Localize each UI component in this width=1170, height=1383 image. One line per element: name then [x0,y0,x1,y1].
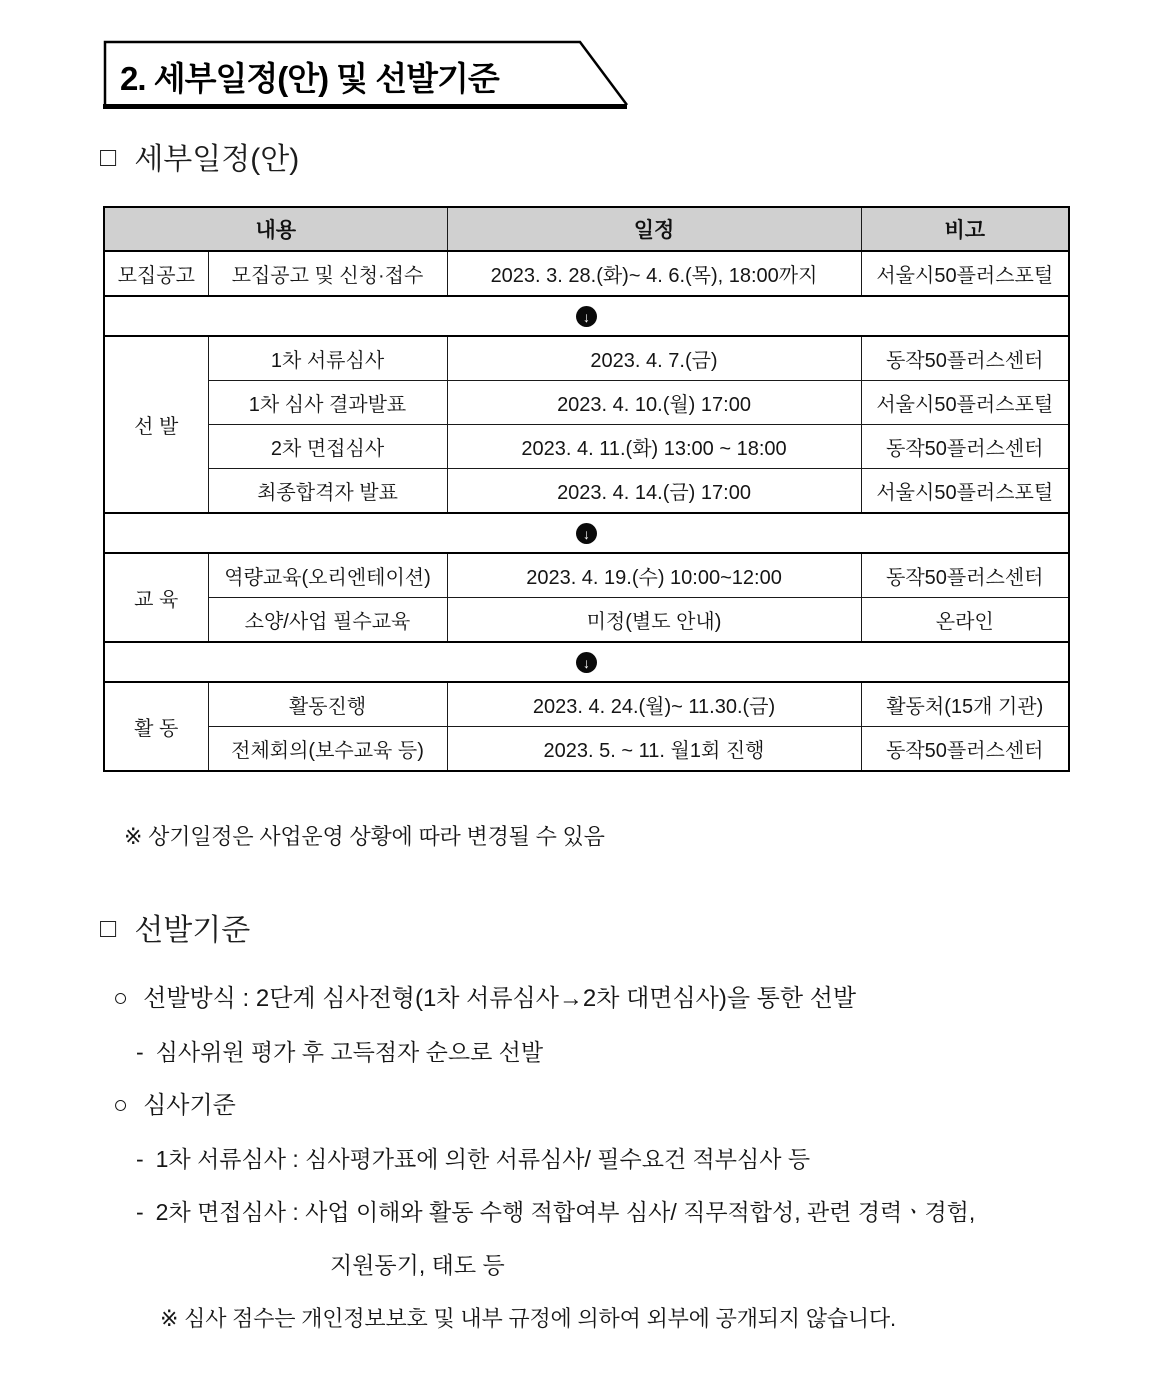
down-arrow-icon: ↓ [576,652,597,673]
title-banner [103,40,643,110]
arrow-row [104,296,1069,336]
privacy-footnote [160,1303,1170,1334]
cell-content: 소양/사업 필수교육 [208,598,447,643]
cell-schedule: 2023. 4. 24.(월)~ 11.30.(금) [447,682,861,727]
cell-schedule: 2023. 5. ~ 11. 월1회 진행 [447,727,861,772]
circle-bullet-icon: ○ [113,1091,129,1119]
cell-schedule: 2023. 4. 7.(금) [447,336,861,381]
table-row-education-1 [104,553,1069,598]
section-heading-schedule-label: 세부일정(안) [134,143,300,176]
arrow-row [104,513,1069,553]
criteria-item-selection-method [113,983,1170,1014]
criteria-text: 1차 서류심사 : 심사평가표에 의한 서류심사/ 필수요건 적부심사 등 [155,1146,811,1172]
dash-bullet-icon: - [136,1199,144,1225]
criteria-text: 심사위원 평가 후 고득점자 순으로 선발 [155,1039,544,1065]
cell-note: 동작50플러스센터 [861,727,1069,772]
section-heading-criteria [100,905,1170,949]
cell-content: 1차 서류심사 [208,336,447,381]
arrow-cell [104,296,1069,336]
table-row-selection-2 [104,381,1069,425]
dash-bullet-icon: - [136,1039,144,1065]
col-header-note: 비고 [861,207,1069,251]
cell-schedule: 미정(별도 안내) [447,598,861,643]
cell-note: 활동처(15개 기관) [861,682,1069,727]
dash-bullet-icon: - [136,1146,144,1172]
cell-content: 전체회의(보수교육 등) [208,727,447,772]
group-label-selection: 선 발 [104,336,208,513]
section-heading-criteria-label: 선발기준 [134,914,251,947]
cell-schedule: 2023. 4. 10.(월) 17:00 [447,381,861,425]
cell-note: 동작50플러스센터 [861,425,1069,469]
criteria-text: ※ 심사 점수는 개인정보보호 및 내부 규정에 의하여 외부에 공개되지 않습니다. [160,1306,896,1331]
arrow-cell [104,513,1069,553]
table-header-row [104,207,1069,251]
criteria-text: 선발방식 : 2단계 심사전형(1차 서류심사→2차 대면심사)을 통한 선발 [143,985,857,1012]
cell-schedule: 2023. 4. 14.(금) 17:00 [447,469,861,514]
cell-content: 1차 심사 결과발표 [208,381,447,425]
criteria-item-second-round [136,1197,1170,1228]
criteria-text: 2차 면접심사 : 사업 이해와 활동 수행 적합여부 심사/ 직무적합성, 관련 경력ㆍ경험, [155,1199,976,1225]
page-title: 2. 세부일정(안) 및 선발기준 [120,60,499,97]
cell-note: 서울시50플러스포털 [861,469,1069,514]
criteria-text: 지원동기, 태도 등 [330,1252,505,1278]
criteria-text: 심사기준 [143,1092,236,1119]
table-row-selection-4 [104,469,1069,514]
schedule-table [103,206,1070,772]
cell-note: 동작50플러스센터 [861,336,1069,381]
schedule-footnote: ※ 상기일정은 사업운영 상황에 따라 변경될 수 있음 [124,824,605,849]
cell-note: 서울시50플러스포털 [861,251,1069,296]
criteria-item-second-round-continued [330,1250,1170,1281]
group-label-activity: 활 동 [104,682,208,771]
criteria-list [0,983,1170,1334]
document-page [0,40,1170,1334]
section-heading-schedule [100,134,1170,178]
table-row-selection-3 [104,425,1069,469]
table-row-activity-1 [104,682,1069,727]
group-label-education: 교 육 [104,553,208,642]
arrow-row [104,642,1069,682]
criteria-item-standards [113,1090,1170,1121]
table-row-recruit [104,251,1069,296]
cell-content: 최종합격자 발표 [208,469,447,514]
cell-schedule: 2023. 4. 19.(수) 10:00~12:00 [447,553,861,598]
square-bullet-icon: □ [100,912,117,943]
cell-note: 온라인 [861,598,1069,643]
cell-content: 활동진행 [208,682,447,727]
cell-schedule: 2023. 3. 28.(화)~ 4. 6.(목), 18:00까지 [447,251,861,296]
cell-content: 2차 면접심사 [208,425,447,469]
cell-note: 동작50플러스센터 [861,553,1069,598]
cell-note: 서울시50플러스포털 [861,381,1069,425]
square-bullet-icon: □ [100,141,117,172]
col-header-content: 내용 [104,207,447,251]
circle-bullet-icon: ○ [113,984,129,1012]
cell-schedule: 2023. 4. 11.(화) 13:00 ~ 18:00 [447,425,861,469]
cell-content: 역량교육(오리엔테이션) [208,553,447,598]
criteria-item-evaluation-order [136,1037,1170,1068]
group-label-recruit: 모집공고 [104,251,208,296]
down-arrow-icon: ↓ [576,306,597,327]
cell-content: 모집공고 및 신청·접수 [208,251,447,296]
table-row-education-2 [104,598,1069,643]
table-row-selection-1 [104,336,1069,381]
table-row-activity-2 [104,727,1069,772]
col-header-schedule: 일정 [447,207,861,251]
down-arrow-icon: ↓ [576,523,597,544]
criteria-item-first-round [136,1144,1170,1175]
arrow-cell [104,642,1069,682]
